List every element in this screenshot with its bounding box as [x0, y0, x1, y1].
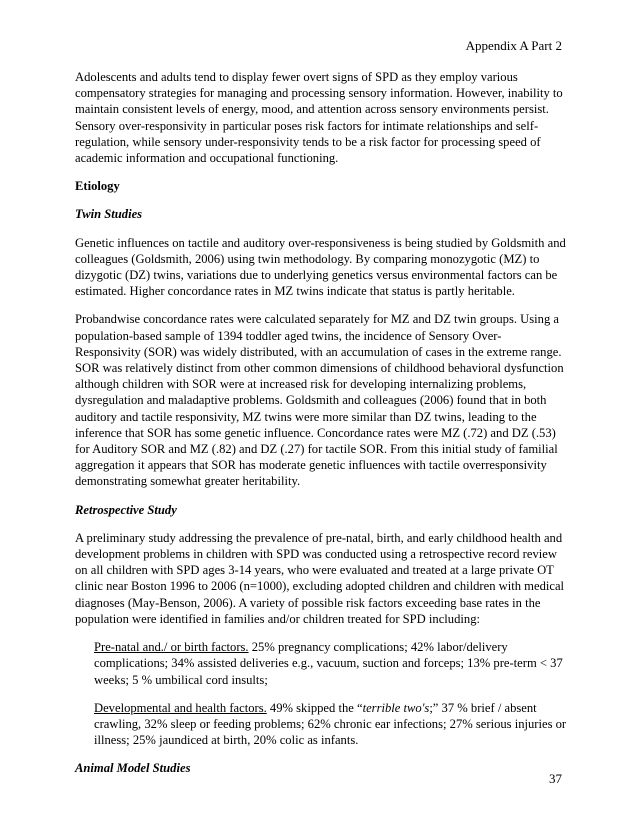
paragraph-retrospective: A preliminary study addressing the prevalence of pre-natal, birth, and early childhood health and development problems in children with SPD was conducted using a retrospective record review on all children with SPD ages 3-14 years, who were evaluated and treated at a large private OT clinic near Boston 1996 to 2006 (n=1000), excluding adopted children and children with medical diagnoses (May-Benson, 2006). A variety of possible risk factors exceeding base rates in the population were identified in families and/or children treated for SPD including: — [75, 530, 565, 626]
heading-etiology: Etiology — [75, 179, 120, 194]
developmental-text-b: ;” 37 % brief / absent crawling, 32% sleep or feeding problems; 62% chronic ear infections; 27% serious injuries or illness; 25% jaundiced at birth, 20% colic as infants. — [94, 700, 567, 748]
list-item-prenatal — [94, 639, 567, 688]
paragraph-intro: Adolescents and adults tend to display fewer overt signs of SPD as they employ various compensatory strategies for managing and processing sensory information. However, inability to maintain consistent levels of energy, mood, and attention across sensory environments persist. Sensory over-responsivity in particular poses risk factors for intimate relationships and self-regulation, while sensory under-responsivity tends to be a risk factor for processing speed of academic information and occupational functioning. — [75, 70, 563, 166]
paragraph-concordance: Probandwise concordance rates were calculated separately for MZ and DZ twin groups. Using a population-based sample of 1394 toddler aged twins, the incidence of Sensory Over-Responsivity (SOR) was widely distributed, with an accumulation of cases in the extreme range. SOR was relatively distinct from other common dimensions of childhood behavioral dysfunction although children with SOR were at increased risk for developing internalizing problems, dysregulation and maladaptive problems. Goldsmith and colleagues (2006) found that in both auditory and tactile responsivity, MZ twins were more similar than DZ twins, leading to the inference that SOR has some genetic influence. Concordance rates were MZ (.72) and DZ (.53) for Auditory SOR and MZ (.82) and DZ (.27) for tactile SOR. From this initial study of familial aggregation it appears that SOR has moderate genetic influences with tactile overresponsivity demonstrating somewhat greater heritability. — [75, 312, 564, 489]
page-number: 37 — [549, 771, 562, 786]
developmental-label: Developmental and health factors. — [94, 700, 267, 715]
heading-animal-model-studies: Animal Model Studies — [75, 761, 191, 776]
heading-retrospective-study: Retrospective Study — [75, 502, 177, 517]
prenatal-text: 25% pregnancy complications; 42% labor/delivery complications; 34% assisted deliveries e.g., vacuum, suction and forceps; 13% pre-term < 37 weeks; 5 % umbilical cord insults; — [94, 640, 563, 687]
running-header: Appendix A Part 2 — [465, 38, 562, 53]
document-body — [75, 69, 567, 789]
developmental-italic: terrible two's — [362, 700, 430, 715]
prenatal-label: Pre-natal and./ or birth factors. — [94, 640, 249, 655]
developmental-text-a: 49% skipped the “ — [266, 700, 363, 715]
list-item-developmental — [94, 700, 567, 749]
paragraph-twin-genetics: Genetic influences on tactile and auditory over-responsiveness is being studied by Goldsmith and colleagues (Goldsmith, 2006) using twin methodology. By comparing monozygotic (MZ) to dizygotic (DZ) twins, variations due to underlying genetics versus environmental factors can be estimated. Higher concordance rates in MZ twins indicate that status is partly heritable. — [75, 235, 566, 299]
heading-twin-studies: Twin Studies — [75, 207, 143, 222]
